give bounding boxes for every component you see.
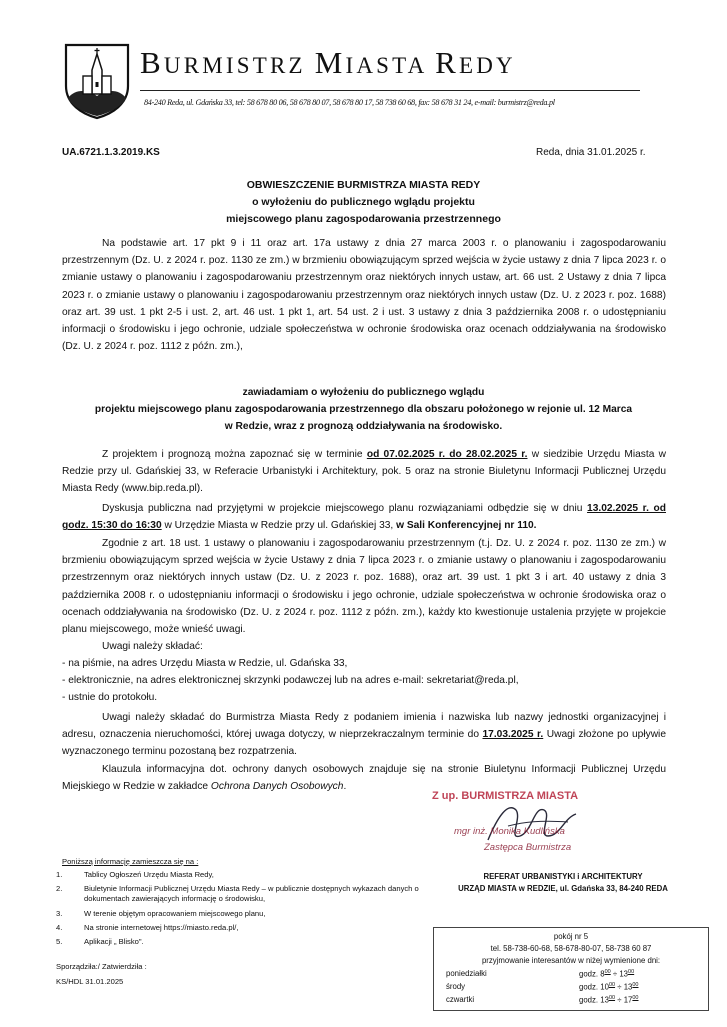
office-hours: godz. $8^{00} \div 13^{00}$ <box>579 969 635 979</box>
comments-methods-heading: Uwagi należy składać: <box>102 641 203 652</box>
discussion-date: 13.02.2025 r. od godz. 15:30 do 16:30 <box>62 503 666 532</box>
deadline-date: 17.03.2025 r. <box>482 729 544 741</box>
header-divider <box>140 90 640 91</box>
coat-of-arms-logo <box>62 42 132 120</box>
office-hours-box <box>433 927 709 1011</box>
notice-line-3: w Redzie, wraz z prognozą oddziaływania na środowisko. <box>224 421 503 432</box>
distribution-item: 2. Biuletynie Informacji Publicznej Urzędu Miasta Redy – w publicznie dostępnych wykazach danych o dokumentach zawierających informację o środowisku, <box>56 884 419 903</box>
legal-basis-paragraph: Na podstawie art. 17 pkt 9 i 11 oraz art. 17a ustawy z dnia 27 marca 2003 r. o planowaniu i zagospodarowaniu przestrzennym (Dz. U. z 2024 r. poz. 1130 ze zm.) w brzmieniu obowiązującym sprzed wejścia w życie ustawy z dnia 7 lipca 2023 r. o zmianie ustawy o planowaniu i zagospodarowaniu przestrzennym oraz niektórych innych ustaw, art. 66 ust. 2 Ustawy z dnia 7 lipca 2023 r. o zmianie ustawy o planowaniu i zagospodarowaniu przestrzennym oraz niektórych innych ustaw (Dz. U. z 2023 r. poz. 1688) oraz art. 39 ust. 1 pkt 2-5 i ust. 2, art. 46 ust. 1 pkt 1, art. 54 ust. 2 i ust. 3 ustawy z dnia 3 października 2008 r. o udostępnianiu informacji o środowisku i jego ochronie, udziale społeczeństwa w ochronie środowiska oraz ocenach oddziaływania na środowisko (Dz. U. z 2024 r. poz. 1112 z późn. zm.), <box>62 238 666 353</box>
distribution-heading: Poniższą informację zamieszcza się na : <box>62 857 199 866</box>
prepared-by-value: KS/HDL 31.01.2025 <box>56 977 124 986</box>
privacy-text-b: . <box>343 781 347 793</box>
distribution-item: 3. W terenie objętym opracowaniem miejscowego planu, <box>56 909 266 918</box>
notice-line-1: zawiadamiam o wyłożeniu do publicznego wglądu <box>242 387 485 398</box>
document-subtitle-1: o wyłożeniu do publicznego wglądu projektu <box>252 196 475 208</box>
stamp-signatory-role: Zastępca Burmistrza <box>484 842 572 853</box>
office-room: pokój nr 5 <box>553 932 589 941</box>
inspection-dates: od 07.02.2025 r. do 28.02.2025 r. <box>366 449 528 460</box>
office-hours: godz. $13^{00} \div 17^{00}$ <box>579 995 639 1005</box>
document-title: OBWIESZCZENIE BURMISTRZA MIASTA REDY <box>246 179 481 191</box>
reference-number: UA.6721.1.3.2019.KS <box>62 147 160 158</box>
header-address: 84-240 Reda, ul. Gdańska 33, tel: 58 678 80 06, 58 678 80 07, 58 678 80 17, 58 738 60 68, fax: 58 678 31 24, e-mail: burmistrz@reda.pl <box>144 98 555 107</box>
stamp-signatory-name: mgr inż. Monika Kudlińska <box>454 826 565 837</box>
privacy-link-text: Ochrona Danych Osobowych <box>210 781 344 793</box>
office-day: czwartki <box>446 995 475 1004</box>
office-phones: tel. 58-738-60-68, 58-678-80-07, 58-738 60 87 <box>490 944 652 953</box>
comments-deadline-paragraph <box>62 709 666 761</box>
distribution-item: 5. Aplikacji „ Blisko". <box>56 937 144 946</box>
discussion-text-a: Dyskusja publiczna nad przyjętymi w projekcie miejscowego planu rozwiązaniami odbędzie się w dniu <box>102 503 588 514</box>
department-address: URZĄD MIASTA w REDZIE, ul. Gdańska 33, 84-240 REDA <box>458 884 668 893</box>
inspection-text-a: Z projektem i prognozą można zapoznać się w terminie <box>102 449 367 460</box>
office-day: poniedziałki <box>446 969 487 978</box>
document-subtitle-2: miejscowego planu zagospodarowania przestrzennego <box>226 213 501 225</box>
distribution-item: 1. Tablicy Ogłoszeń Urzędu Miasta Redy, <box>56 870 214 879</box>
privacy-text-a: Klauzula informacyjna dot. ochrony danych osobowych znajduje się na stronie Biuletynu Informacji Publicznej Urzędu Miejskiego w Redzie w zakładce <box>62 764 666 793</box>
comments-right-paragraph: Zgodnie z art. 18 ust. 1 ustawy o planowaniu i zagospodarowaniu przestrzennym (t.j. Dz. U. z 2024 r. poz. 1130 ze zm.) w brzmieniu obowiązującym sprzed wejścia w życie Ustawy z dnia 7 lipca 2023 r. o zmianie ustawy o planowaniu i zagospodarowaniu przestrzennym oraz niektórych innych ustaw (Dz. U. z 2023 r. poz. 1688), oraz art. 39 ust. 1 pkt 3 i art. 40 ustawy z dnia 3 października 2008 r. o udostępnianiu informacji o środowisku i jego ochronie, udziale społeczeństwa w ochronie środowiska oraz o ocenach oddziaływania na środowisko (Dz. U. z 2024 r. poz. 1112 z późn. zm.), każdy kto kwestionuje ustalenia przyjęte w projekcie planu miejscowego, może wnieść uwagi. <box>62 538 666 636</box>
document-date: Reda, dnia 31.01.2025 r. <box>536 147 646 158</box>
prepared-by-label: Sporządziła:/ Zatwierdziła : <box>56 962 147 971</box>
method-item: - elektronicznie, na adres elektronicznej skrzynki podawczej lub na adres e-mail: sekretariat@reda.pl, <box>62 675 519 686</box>
discussion-room: w Sali Konferencyjnej nr 110. <box>396 520 537 532</box>
inspection-text-b: w siedzibie Urzędu Miasta w Redzie przy ul. Gdańskiej 33, w Referacie Urbanistyki i Architektury, pok. 5 oraz na stronie Biuletynu Informacji Publicznej Urzędu Miasta Redy (www.bip.reda.pl). <box>62 449 666 495</box>
notice-line-2: projektu miejscowego planu zagospodarowania przestrzennego dla obszaru położonego w rejonie ul. 12 Marca <box>94 404 633 415</box>
method-item: - ustnie do protokołu. <box>62 692 158 703</box>
deadline-text-a: Uwagi należy składać do Burmistrza Miasta Redy z podaniem imienia i nazwiska lub nazwy jednostki organizacyjnej i adresu, oznaczenia nieruchomości, której uwaga dotyczy, w nieprzekraczalnym terminie do <box>62 712 666 741</box>
deadline-text-b: Uwagi złożone po upływie wyznaczonego terminu pozostaną bez rozpatrzenia. <box>62 729 666 758</box>
office-day: środy <box>446 982 466 991</box>
method-item: - na piśmie, na adres Urzędu Miasta w Redzie, ul. Gdańska 33, <box>62 658 348 669</box>
discussion-text-b: w Urzędzie Miasta w Redzie przy ul. Gdańskiej 33, <box>161 520 397 532</box>
header-title: BURMISTRZ MIASTA REDY <box>140 45 516 80</box>
inspection-period-paragraph <box>62 446 666 498</box>
public-discussion-paragraph <box>62 500 666 534</box>
office-hours: godz. $10^{00} \div 13^{00}$ <box>579 982 639 992</box>
department-name: REFERAT URBANISTYKI i ARCHITEKTURY <box>483 872 643 881</box>
distribution-item: 4. Na stronie internetowej https://miasto.reda.pl/, <box>56 923 239 932</box>
stamp-authority: Z up. BURMISTRZA MIASTA <box>432 790 579 802</box>
office-hours-label: przyjmowanie interesantów w niżej wymienione dni: <box>481 956 661 965</box>
